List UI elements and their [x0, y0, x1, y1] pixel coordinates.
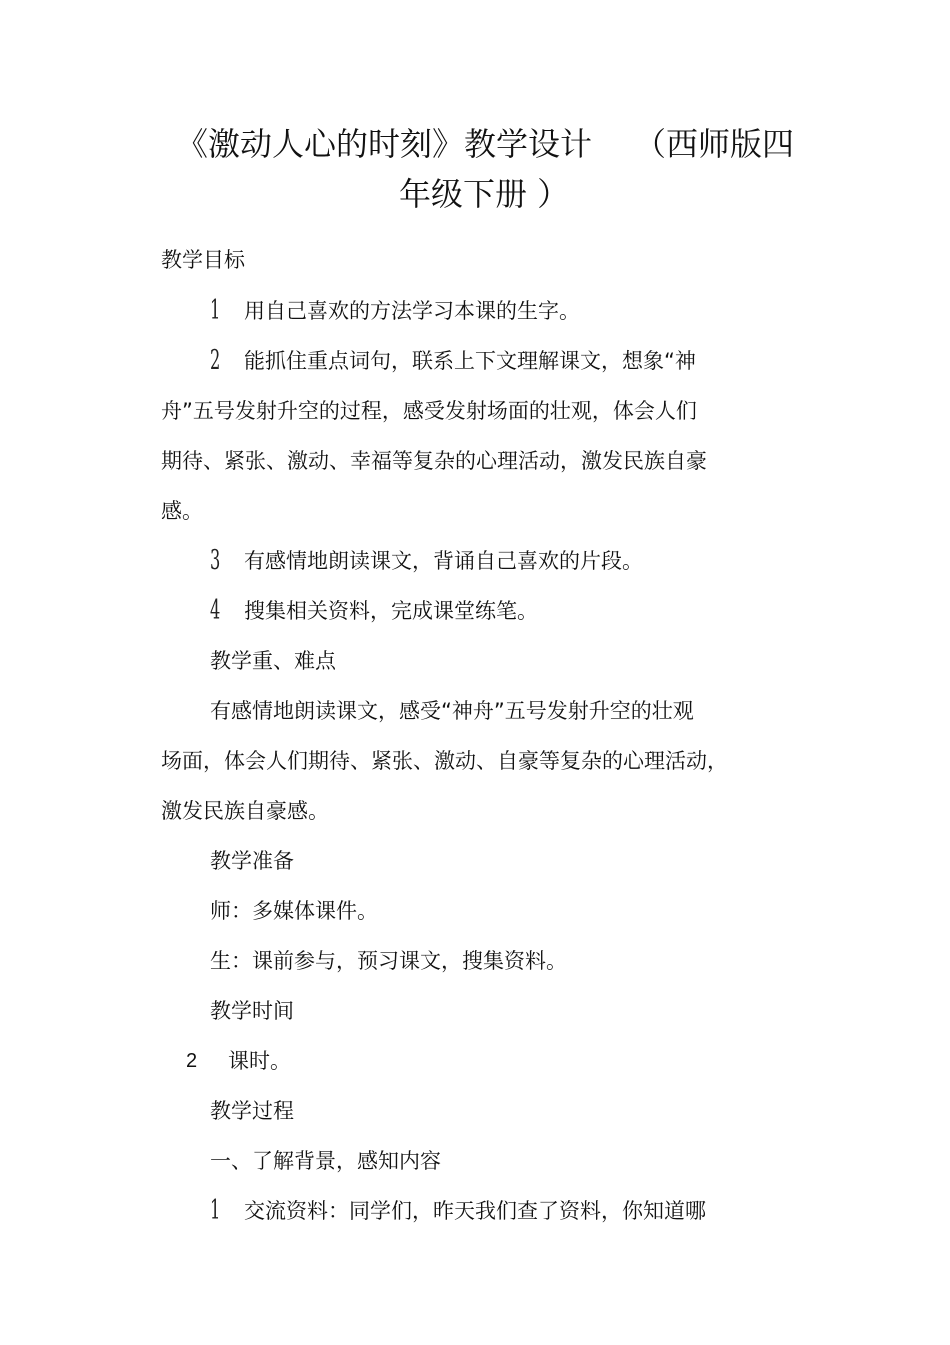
objective-text: 感。: [161, 499, 203, 523]
heading-time: 教学时间: [210, 999, 294, 1023]
process-section-heading: 一、了解背景，感知内容: [210, 1149, 441, 1173]
heading-key-points: 教学重、难点: [210, 649, 336, 673]
prep-teacher: 师：多媒体课件。: [210, 899, 378, 923]
objective-text: 有感情地朗读课文，背诵自己喜欢的片段。: [244, 549, 643, 573]
objective-text: 用自己喜欢的方法学习本课的生字。: [244, 299, 580, 323]
process-item-number: 1: [210, 1195, 221, 1226]
objective-number: 1: [210, 295, 221, 326]
heading-process: 教学过程: [210, 1099, 294, 1123]
heading-preparation: 教学准备: [210, 849, 294, 873]
objective-text: 舟”五号发射升空的过程，感受发射场面的壮观，体会人们: [161, 399, 697, 423]
objective-number: 2: [210, 345, 221, 376]
key-points-text: 有感情地朗读课文，感受“神舟”五号发射升空的壮观: [210, 699, 694, 723]
key-points-text: 激发民族自豪感。: [161, 799, 329, 823]
time-number: 2: [186, 1050, 198, 1072]
time-unit: 课时。: [228, 1049, 291, 1073]
document-title-part2: （西师版四: [634, 125, 795, 163]
document-title-line2: 年级下册 ）: [399, 175, 570, 213]
heading-objectives: 教学目标: [161, 248, 245, 272]
objective-number: 4: [210, 595, 221, 626]
key-points-text: 场面，体会人们期待、紧张、激动、自豪等复杂的心理活动，: [161, 749, 728, 773]
objective-text: 能抓住重点词句，联系上下文理解课文，想象“神: [244, 349, 696, 373]
objective-text: 期待、紧张、激动、幸福等复杂的心理活动，激发民族自豪: [161, 449, 707, 473]
objective-number: 3: [210, 545, 221, 576]
objective-text: 搜集相关资料，完成课堂练笔。: [244, 599, 538, 623]
prep-student: 生：课前参与，预习课文，搜集资料。: [210, 949, 567, 973]
process-item-text: 交流资料：同学们，昨天我们查了资料，你知道哪: [244, 1199, 706, 1223]
document-title-part1: 《激动人心的时刻》教学设计: [176, 125, 593, 163]
